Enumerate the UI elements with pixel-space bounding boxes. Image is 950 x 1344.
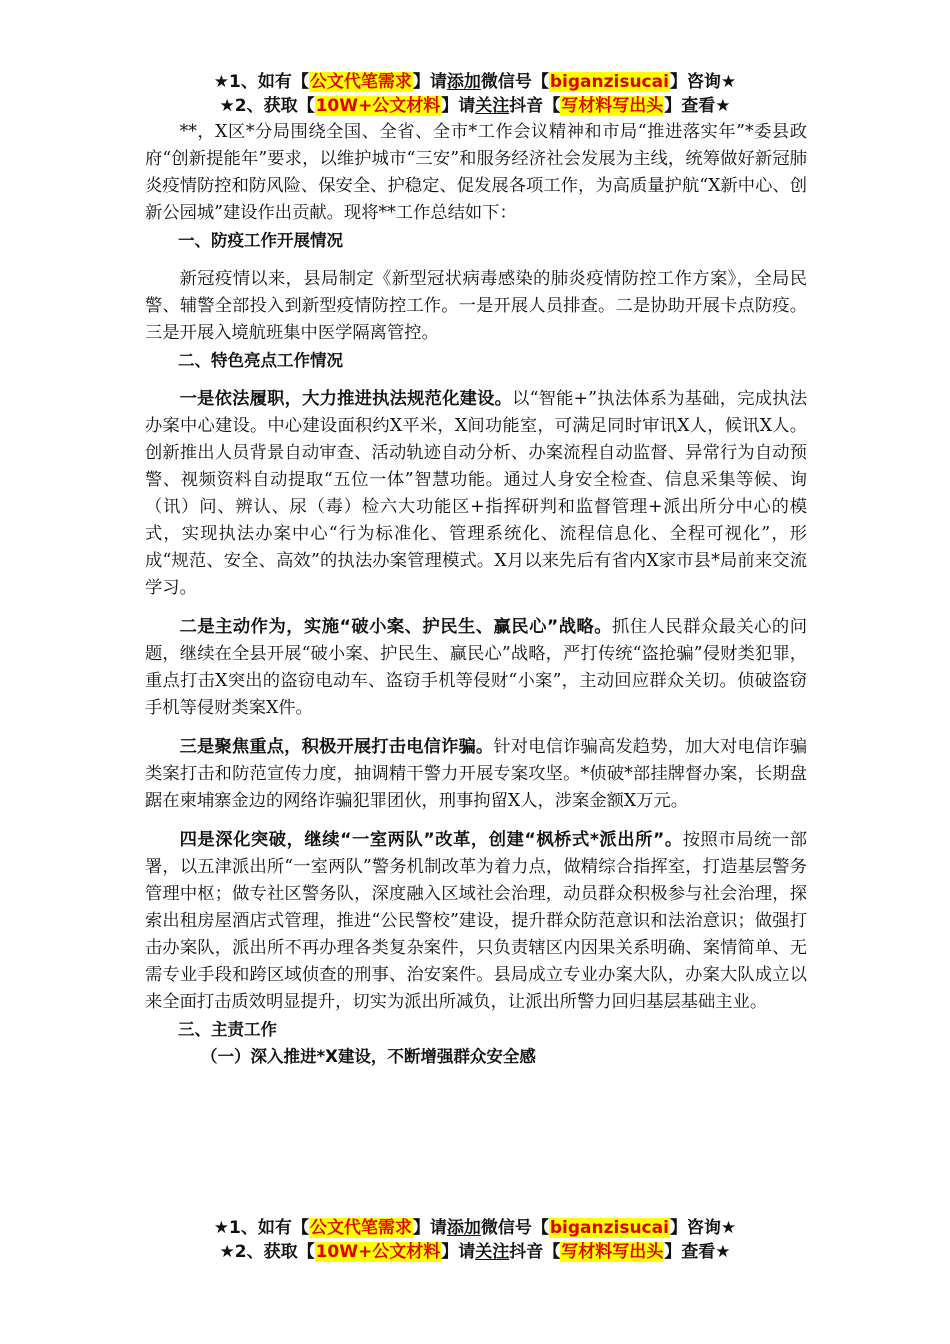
promo-text: ★2、获取【 — [219, 96, 315, 116]
item-3-body: 针对电信诈骗高发趋势，加大对电信诈骗类案打击和防范宣传力度，抽调精干警力开展专案攻坚。*侦破*部挂牌督办案，长期盘踞在柬埔寨金边的网络诈骗犯罪团伙，刑事拘留X人，涉案金额X万元。 — [145, 737, 807, 811]
item-2-body: 抓住人民群众最关心的问题，继续在全县开展“破小案、护民生、赢民心”战略，严打传统“盗抢骗”侵财类犯罪，重点打击X突出的盗窃电动车、盗窃手机等侵财“小案”，主动回应群众关切。侦破盗窃手机等侵财类案X件。 — [145, 617, 807, 718]
section-heading-3: 三、主责工作 — [178, 1020, 277, 1039]
document-body — [145, 119, 807, 1070]
item-2-paragraph — [145, 614, 807, 722]
promo-line-1 — [0, 70, 950, 94]
promo-text: 】咨询★ — [669, 72, 737, 92]
promo-text: ★2、获取【 — [219, 1242, 315, 1262]
intro-paragraph: **，X区*分局围绕全国、全省、全市*工作会议精神和市局“推进落实年”*委县政府“创新提能年”要求，以维护城市“三安”和服务经济社会发展为主线，统筹做好新冠肺炎疫情防控和防风险、保安全、护稳定、促发展各项工作，为高质量护航“X新中心、创新公园城”建设作出贡献。现将**工作总结如下： — [145, 122, 807, 223]
promo-highlight: 公文代笔需求 — [309, 1218, 412, 1238]
promo-text: 】请 — [412, 1218, 447, 1238]
promo-highlight: biganzisucai — [549, 1218, 669, 1238]
item-3-paragraph — [145, 734, 807, 815]
promo-highlight: biganzisucai — [549, 72, 669, 92]
section-heading-1: 一、防疫工作开展情况 — [178, 231, 343, 250]
item-2-lead: 二是主动作为，实施“破小案、护民生、赢民心”战略。 — [179, 617, 612, 637]
promo-highlight: 10W+公文材料 — [315, 96, 441, 116]
promo-highlight: 写材料写出头 — [561, 96, 664, 116]
section-3-subheading-1: （一）深入推进*X建设，不断增强群众安全感 — [201, 1047, 536, 1066]
item-4-lead: 四是深化突破，继续“一室两队”改革，创建“枫桥式*派出所”。 — [179, 830, 683, 850]
promo-highlight: 公文代笔需求 — [309, 72, 412, 92]
item-3-lead: 三是聚焦重点，积极开展打击电信诈骗。 — [179, 737, 494, 757]
promo-text: ★1、如有【 — [213, 72, 309, 92]
promo-line-2 — [0, 94, 950, 118]
promo-text: 】咨询★ — [669, 1218, 737, 1238]
promo-text: 】请 — [412, 72, 447, 92]
promo-text: ★1、如有【 — [213, 1218, 309, 1238]
promo-underlined: 关注 — [475, 1242, 510, 1262]
promo-text: 】请 — [441, 96, 476, 116]
promo-text: 微信号【 — [480, 1218, 549, 1238]
promo-highlight: 写材料写出头 — [561, 1242, 664, 1262]
item-1-lead: 一是依法履职，大力推进执法规范化建设。 — [179, 389, 513, 409]
promo-text: 】查看★ — [664, 1242, 731, 1262]
promo-text: 】请 — [441, 1242, 476, 1262]
promo-line-1 — [0, 1216, 950, 1240]
section-heading-2: 二、特色亮点工作情况 — [178, 351, 343, 370]
item-4-body: 按照市局统一部署，以五津派出所“一室两队”警务机制改革为着力点，做精综合指挥室，打造基层警务管理中枢；做专社区警务队，深度融入区域社会治理，动员群众积极参与社会治理，探索出租房屋酒店式管理，推进“公民警校”建设，提升群众防范意识和法治意识；做强打击办案队，派出所不再办理各类复杂案件，只负责辖区内因果关系明确、案情简单、无需专业手段和跨区域侦查的刑事、治安案件。县局成立专业办案大队，办案大队成立以来全面打击质效明显提升，切实为派出所减负，让派出所警力回归基层基础主业。 — [145, 830, 807, 1012]
promo-underlined: 关注 — [475, 96, 510, 116]
promo-text: 抖音【 — [509, 96, 561, 116]
promo-underlined: 添加 — [446, 72, 481, 92]
promo-text: 微信号【 — [480, 72, 549, 92]
item-1-body: 以“智能+”执法体系为基础，完成执法办案中心建设。中心建设面积约X平米，X间功能室，可满足同时审讯X人，候讯X人。创新推出人员背景自动审查、活动轨迹自动分析、办案流程自动监督、异常行为自动预警、视频资料自动提取“五位一体”智慧功能。通过人身安全检查、信息采集等候、询（讯）问、辨认、尿（毒）检六大功能区+指挥研判和监督管理+派出所分中心的模式，实现执法办案中心“行为标准化、管理系统化、流程信息化、全程可视化”，形成“规范、安全、高效”的执法办案管理模式。X月以来先后有省内X家市县*局前来交流学习。 — [145, 389, 807, 598]
item-4-paragraph — [145, 827, 807, 1016]
promo-text: 】查看★ — [664, 96, 731, 116]
promo-highlight: 10W+公文材料 — [315, 1242, 441, 1262]
promo-underlined: 添加 — [446, 1218, 481, 1238]
promo-text: 抖音【 — [509, 1242, 561, 1262]
promo-banner-bottom — [0, 1216, 950, 1264]
promo-line-2 — [0, 1240, 950, 1264]
item-1-paragraph — [145, 386, 807, 602]
section-1-paragraph: 新冠疫情以来，县局制定《新型冠状病毒感染的肺炎疫情防控工作方案》，全局民警、辅警全部投入到新型疫情防控工作。一是开展人员排查。二是协助开展卡点防疫。三是开展入境航班集中医学隔离管控。 — [145, 269, 807, 343]
promo-banner-top — [0, 70, 950, 118]
